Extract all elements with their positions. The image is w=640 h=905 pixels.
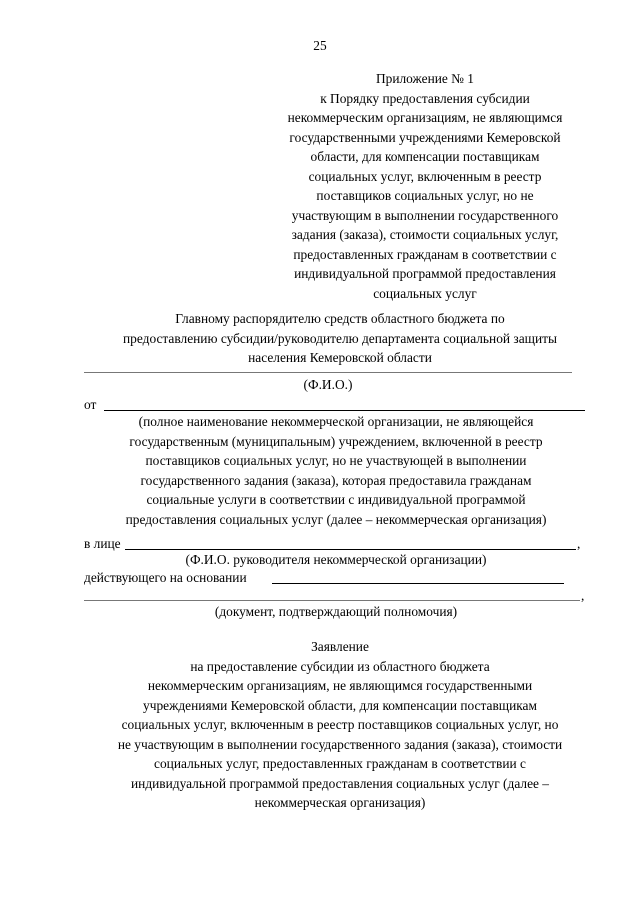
addressee-line: населения Кемеровской области	[248, 350, 432, 365]
appendix-line: области, для компенсации поставщикам	[310, 149, 540, 164]
organization-name-field[interactable]	[104, 410, 585, 411]
from-caption-line: (полное наименование некоммерческой организации, не являющейся	[138, 414, 534, 429]
addressee-line: Главному распорядителю средств областного бюджета по	[175, 311, 505, 326]
appendix-line: задания (заказа), стоимости социальных услуг,	[291, 227, 559, 242]
appendix-line: индивидуальной программой предоставления	[294, 266, 556, 281]
statement-line: на предоставление субсидии из областного бюджета	[190, 658, 490, 674]
statement-line: индивидуальной программой предоставления социальных услуг (далее –	[130, 775, 549, 791]
from-label: от	[84, 397, 97, 412]
appendix-line: предоставленных гражданам в соответствии с	[293, 246, 557, 262]
acting-basis-label: действующего на основании	[84, 570, 247, 585]
statement-line: некоммерческая организация)	[254, 795, 426, 810]
appendix-line: социальных услуг	[373, 285, 477, 301]
acting-basis-field-continued[interactable]	[84, 600, 580, 601]
appendix-block	[262, 69, 588, 303]
acting-basis-comma: ,	[581, 588, 585, 603]
appendix-line: некоммерческим организациям, не являющимся	[287, 110, 563, 125]
represented-by-caption: (Ф.И.О. руководителя некоммерческой организации)	[185, 552, 487, 567]
acting-basis-field[interactable]	[272, 583, 564, 584]
from-caption-block	[84, 412, 588, 529]
appendix-line: Приложение № 1	[375, 71, 475, 86]
from-caption-line: предоставления социальных услуг (далее – некоммерческая организация)	[125, 511, 547, 527]
statement-line: учреждениями Кемеровской области, для компенсации поставщикам	[143, 697, 537, 713]
addressee-line: предоставлению субсидии/руководителю департамента социальной защиты	[123, 330, 557, 346]
from-caption-line: государственного задания (заказа), которая предоставила гражданам	[140, 472, 532, 488]
from-caption-line: социальные услуги в соответствии с индивидуальной программой	[146, 492, 526, 507]
appendix-line: социальных услуг, включенным в реестр	[308, 168, 542, 184]
appendix-line: поставщиков социальных услуг, но не	[316, 188, 534, 203]
statement-line: социальных услуг, включенным в реестр поставщиков социальных услуг, но	[121, 717, 559, 732]
appendix-line: государственными учреждениями Кемеровской	[289, 129, 561, 145]
acting-basis-caption: (документ, подтверждающий полномочия)	[214, 604, 458, 619]
addressee-block	[60, 309, 620, 368]
from-caption-line: поставщиков социальных услуг, но не участвующей в выполнении	[145, 453, 527, 468]
statement-line: социальных услуг, предоставленных гражданам в соответствии с	[154, 756, 526, 771]
from-caption-line: государственным (муниципальным) учреждением, включенной в реестр	[129, 433, 543, 449]
fio-caption: (Ф.И.О.)	[303, 377, 353, 392]
statement-title: Заявление	[311, 639, 369, 654]
addressee-fio-line[interactable]	[84, 372, 572, 373]
statement-block	[60, 637, 620, 813]
appendix-line: участвующим в выполнении государственного	[291, 207, 559, 223]
page-number: 25	[313, 38, 327, 53]
statement-line: некоммерческим организациям, не являющимся государственными	[147, 678, 533, 693]
appendix-line: к Порядку предоставления субсидии	[320, 90, 530, 106]
statement-line: не участвующим в выполнении государственного задания (заказа), стоимости	[117, 736, 563, 752]
represented-by-label: в лице	[84, 536, 121, 551]
represented-by-comma: ,	[577, 536, 581, 551]
